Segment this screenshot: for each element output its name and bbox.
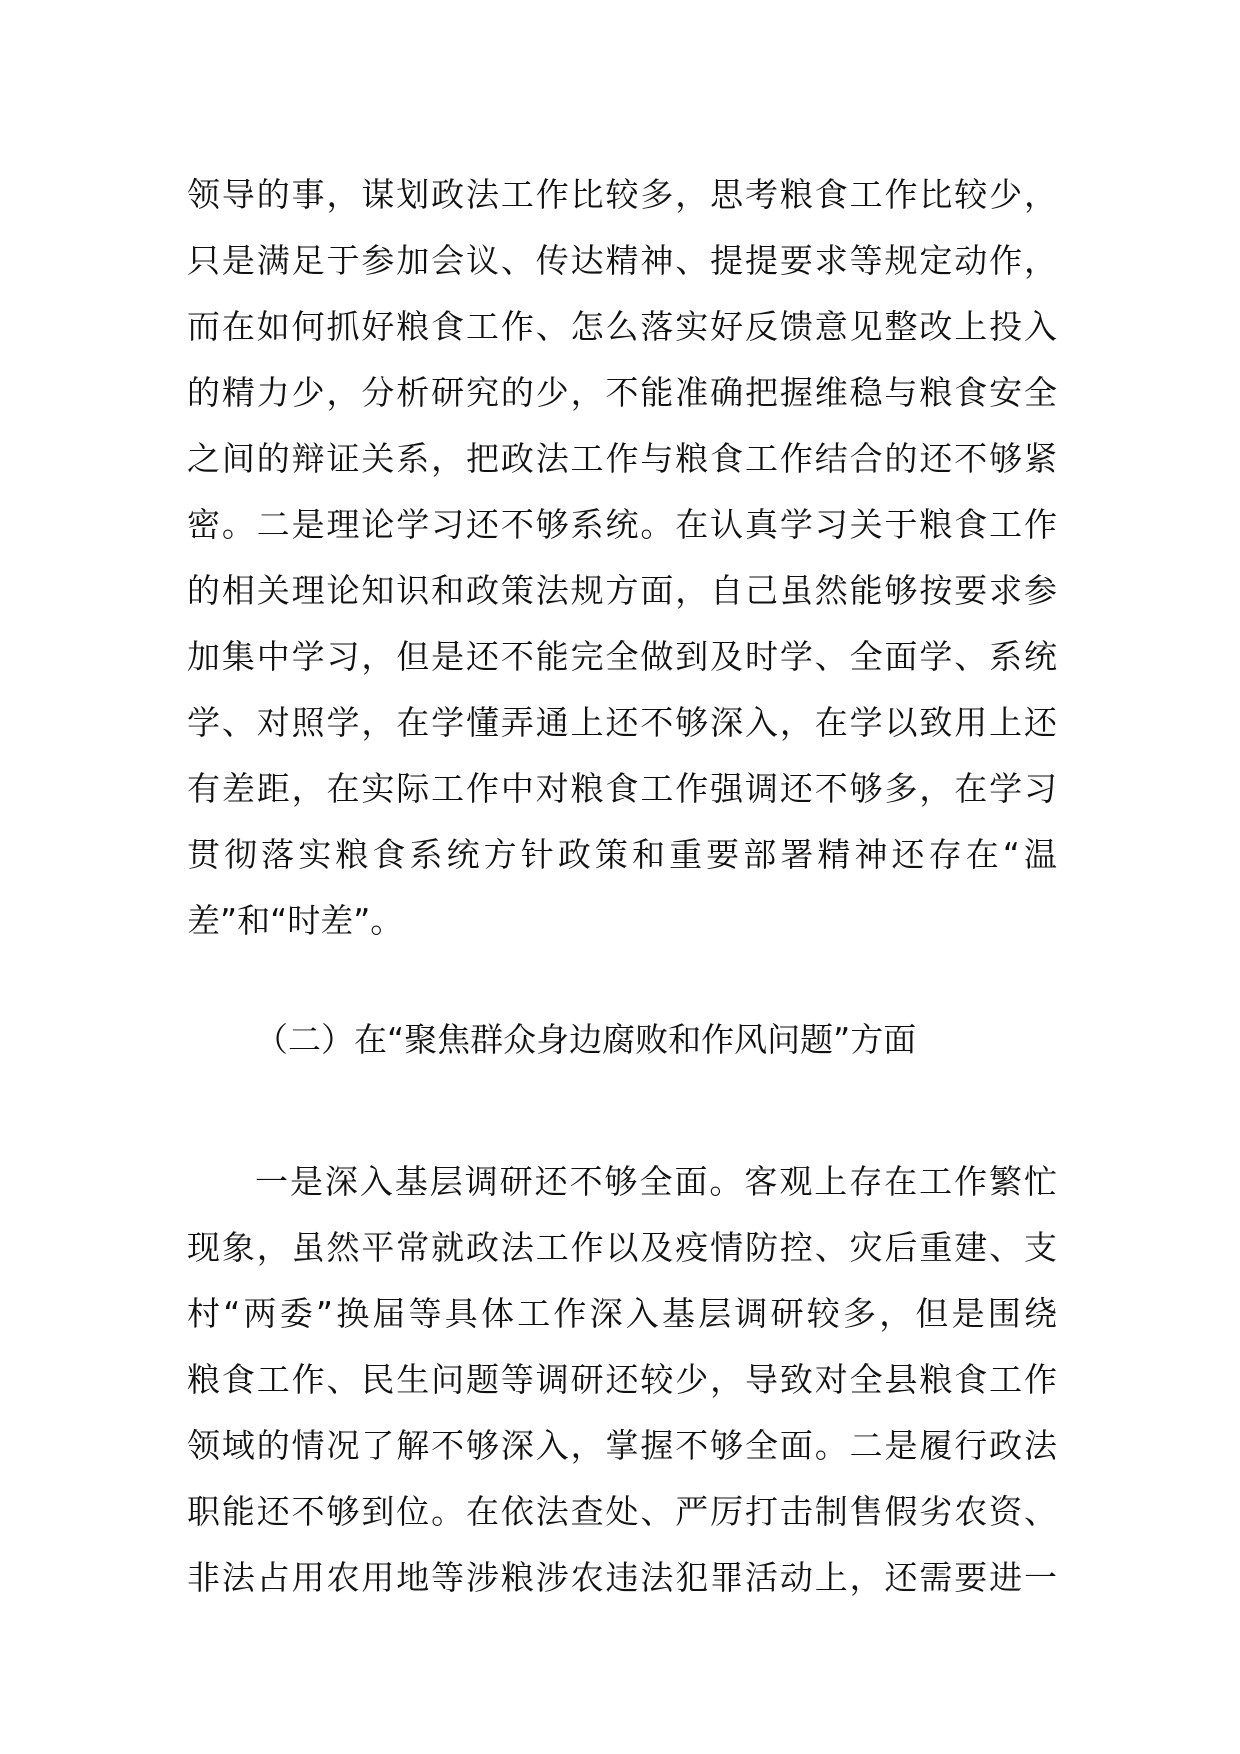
paragraph-line: 的相关理论知识和政策法规方面，自己虽然能够按要求参 [187, 571, 1057, 610]
paragraph-line: 贯彻落实粮食系统方针政策和重要部署精神还存在“温 [187, 835, 1057, 874]
paragraph-line: 学、对照学，在学懂弄通上还不够深入，在学以致用上还 [187, 703, 1057, 742]
paragraph-line: 一是深入基层调研还不够全面。客观上存在工作繁忙 [255, 1162, 1057, 1201]
paragraph-line: 密。二是理论学习还不够系统。在认真学习关于粮食工作 [187, 505, 1057, 544]
section-heading: （二）在“聚焦群众身边腐败和作风问题”方面 [255, 1020, 917, 1059]
paragraph-line: 之间的辩证关系，把政法工作与粮食工作结合的还不够紧 [187, 439, 1057, 478]
paragraph-line: 的精力少，分析研究的少，不能准确把握维稳与粮食安全 [187, 373, 1057, 412]
paragraph-line: 非法占用农用地等涉粮涉农违法犯罪活动上，还需要进一 [187, 1558, 1057, 1597]
paragraph-line: 现象，虽然平常就政法工作以及疫情防控、灾后重建、支 [187, 1228, 1057, 1267]
paragraph-line: 粮食工作、民生问题等调研还较少，导致对全县粮食工作 [187, 1360, 1057, 1399]
paragraph-line: 而在如何抓好粮食工作、怎么落实好反馈意见整改上投入 [187, 307, 1057, 346]
paragraph-line: 职能还不够到位。在依法查处、严厉打击制售假劣农资、 [187, 1492, 1057, 1531]
paragraph-line: 村“两委”换届等具体工作深入基层调研较多，但是围绕 [187, 1294, 1057, 1333]
paragraph-line: 领导的事，谋划政法工作比较多，思考粮食工作比较少， [187, 175, 1057, 214]
paragraph-line: 差”和“时差”。 [187, 901, 404, 940]
paragraph-line: 只是满足于参加会议、传达精神、提提要求等规定动作， [187, 241, 1057, 280]
paragraph-1 [187, 162, 1057, 954]
section-heading-block [187, 1007, 1057, 1073]
paragraph-line: 领域的情况了解不够深入，掌握不够全面。二是履行政法 [187, 1426, 1057, 1465]
paragraph-2 [187, 1149, 1057, 1611]
paragraph-line: 加集中学习，但是还不能完全做到及时学、全面学、系统 [187, 637, 1057, 676]
paragraph-line: 有差距，在实际工作中对粮食工作强调还不够多，在学习 [187, 769, 1057, 808]
